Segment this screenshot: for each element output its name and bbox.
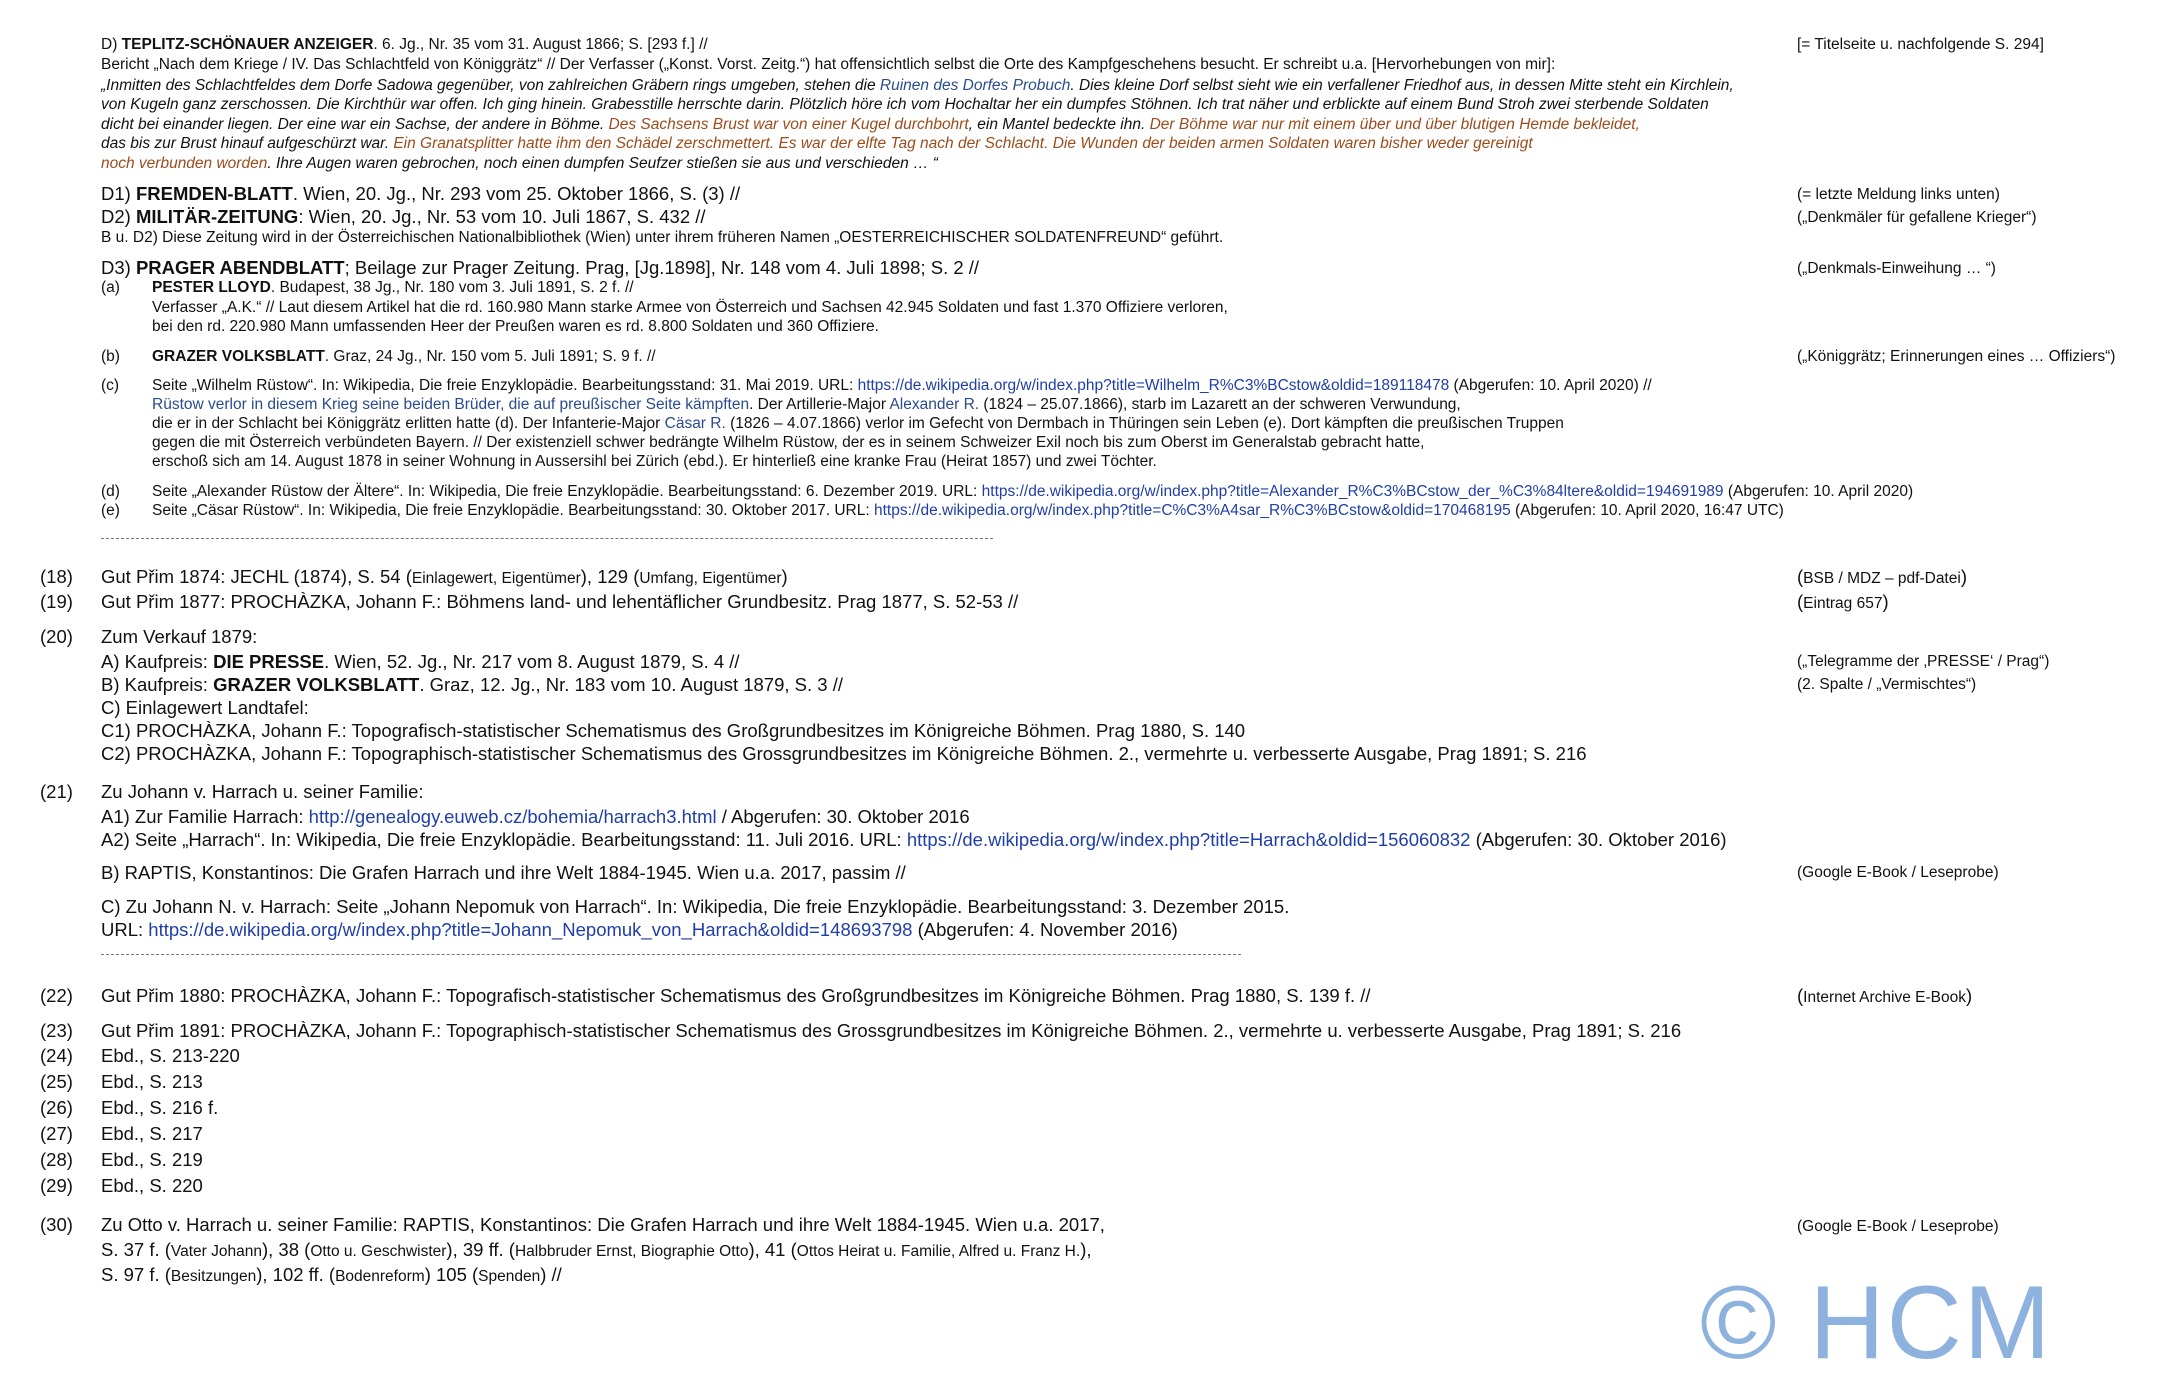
note-21-b: B) RAPTIS, Konstantinos: Die Grafen Harrach und ihre Welt 1884-1945. Wien u.a. 2017, passim //	[101, 862, 906, 883]
note-21-a1: A1) Zur Familie Harrach: http://genealogy.euweb.cz/bohemia/harrach3.html / Abgerufen: 30. Oktober 2016	[101, 806, 970, 827]
note-number: (27)	[40, 1123, 73, 1144]
separator-line	[101, 954, 1241, 955]
note-21-b-source: (Google E-Book / Leseprobe)	[1797, 864, 1999, 881]
note-25: Ebd., S. 213	[101, 1071, 203, 1092]
ref-d1: D1) FREMDEN-BLATT. Wien, 20. Jg., Nr. 293 vom 25. Oktober 1866, S. (3) //	[101, 183, 741, 204]
note-number: (28)	[40, 1149, 73, 1170]
sub-b-note: („Königgrätz; Erinnerungen eines … Offiziers“)	[1797, 348, 2116, 365]
note-22: Gut Přim 1880: PROCHÀZKA, Johann F.: Topografisch-statistischer Schematismus des Großgrundbesitzes im Königreiche Böhmen. Prag 1880, S. 139 f. //	[101, 985, 1371, 1006]
ref-d3-note: („Denkmals-Einweihung … “)	[1797, 260, 1996, 277]
newspaper-title: TEPLITZ-SCHÖNAUER ANZEIGER	[121, 36, 374, 53]
note-19-source: (Eintrag 657)	[1797, 591, 1889, 612]
note-number: (18)	[40, 566, 73, 587]
note-23: Gut Přim 1891: PROCHÀZKA, Johann F.: Topographisch-statistischer Schematismus des Grossgrundbesitzes im Königreiche Böhmen. 2., vermehrte u. verbesserte Ausgabe, Prag 1891; S. 216	[101, 1020, 1682, 1041]
note-20-a: A) Kaufpreis: DIE PRESSE. Wien, 52. Jg., Nr. 217 vom 8. August 1879, S. 4 //	[101, 651, 740, 672]
note-30-line-2: S. 37 f. (Vater Johann), 38 (Otto u. Geschwister), 39 ff. (Halbbruder Ernst, Biographie Otto), 41 (Ottos Heirat u. Familie, Alfred u. Franz H.),	[101, 1239, 1092, 1260]
note-number: (22)	[40, 985, 73, 1006]
ref-d2: D2) MILITÄR-ZEITUNG: Wien, 20. Jg., Nr. 53 vom 10. Juli 1867, S. 432 //	[101, 206, 706, 227]
ref-d-note: [= Titelseite u. nachfolgende S. 294]	[1797, 36, 2044, 53]
quote-line-1: „Inmitten des Schlachtfeldes dem Dorfe Sadowa gegenüber, von zahlreichen Gräbern rings umgeben, stehen die Ruinen des Dorfes Probuch. Dies kleine Dorf selbst sieht wie ein verfallener Friedhof aus, in dessen Mitte steht ein Kirchlein,	[101, 77, 1734, 94]
newspaper-title: GRAZER VOLKSBLATT	[213, 674, 420, 695]
quote-line-3: dicht bei einander liegen. Der eine war ein Sachse, der andere in Böhme. Des Sachsens Brust war von einer Kugel durchbohrt, ein Mantel bedeckte ihn. Der Böhme war nur mit einem über und über blutigen Hemde bekleidet,	[101, 116, 1640, 133]
wikipedia-link[interactable]: https://de.wikipedia.org/w/index.php?title=C%C3%A4sar_R%C3%BCstow&oldid=170468195	[873, 502, 1511, 519]
sub-label-c: (c)	[101, 377, 120, 394]
wikipedia-link[interactable]: https://de.wikipedia.org/w/index.php?title=Johann_Nepomuk_von_Harrach&oldid=148693798	[148, 919, 913, 940]
note-18-source: (BSB / MDZ – pdf-Datei)	[1797, 566, 1967, 587]
highlight-blue: Alexander R.	[889, 396, 980, 413]
sub-c-line-4: gegen die mit Österreich verbündeten Bayern. // Der existenziell schwer bedrängte Wilhelm Rüstow, der es in seinem Schweizer Exil noch bis zum Oberst im Generalstab gebracht hatte,	[152, 434, 1425, 451]
quote-line-4: das bis zur Brust hinauf aufgeschürzt war. Ein Granatsplitter hatte ihm den Schädel zerschmettert. Es war der elfte Tag nach der Schlacht. Die Wunden der beiden armen Soldaten waren bisher weder gereinigt	[101, 135, 1533, 152]
note-21-c2: URL: https://de.wikipedia.org/w/index.php?title=Johann_Nepomuk_von_Harrach&oldid=148693798 (Abgerufen: 4. November 2016)	[101, 919, 1178, 940]
highlight-blue: Ruinen des Dorfes Probuch	[879, 77, 1071, 94]
note-number: (29)	[40, 1175, 73, 1196]
note-number: (19)	[40, 591, 73, 612]
ref-d-title	[101, 36, 708, 54]
note-number: (21)	[40, 781, 73, 802]
genealogy-link[interactable]: http://genealogy.euweb.cz/bohemia/harrach3.html	[308, 806, 717, 827]
quote-line-5: noch verbunden worden. Ihre Augen waren gebrochen, noch einen dumpfen Seufzer stießen sie aus und verschieden … “	[101, 155, 938, 172]
highlight-brown: noch verbunden worden	[101, 155, 268, 172]
sub-label-d: (d)	[101, 483, 120, 500]
note-number: (20)	[40, 626, 73, 647]
sub-a-line-2: Verfasser „A.K.“ // Laut diesem Artikel hat die rd. 160.980 Mann starke Armee von Österreich und Sachsen 42.945 Soldaten und fast 1.370 Offiziere verloren,	[152, 299, 1228, 316]
sub-c-line-2: Rüstow verlor in diesem Krieg seine beiden Brüder, die auf preußischer Seite kämpften. Der Artillerie-Major Alexander R. (1824 – 25.07.1866), starb im Lazarett an der schweren Verwundung,	[152, 396, 1461, 413]
note-20-b-source: (2. Spalte / „Vermischtes“)	[1797, 676, 1977, 693]
note-21-head: Zu Johann v. Harrach u. seiner Familie:	[101, 781, 424, 802]
highlight-brown: Ein Granatsplitter hatte ihm den Schädel zerschmettert. Es war der elfte Tag nach der Schlacht. Die Wunden der beiden armen Soldaten waren bisher weder gereinigt	[393, 135, 1533, 152]
sub-c-line-1: Seite „Wilhelm Rüstow“. In: Wikipedia, Die freie Enzyklopädie. Bearbeitungsstand: 31. Mai 2019. URL: https://de.wikipedia.org/w/index.php?title=Wilhelm_R%C3%BCstow&oldid=189118478 (Abgerufen: 10. April 2020) //	[152, 377, 1652, 394]
note-22-source: (Internet Archive E-Book)	[1797, 985, 1973, 1006]
ref-d3: D3) PRAGER ABENDBLATT; Beilage zur Prager Zeitung. Prag, [Jg.1898], Nr. 148 vom 4. Juli 1898; S. 2 //	[101, 257, 980, 278]
note-20-c1: C1) PROCHÀZKA, Johann F.: Topografisch-statistischer Schematismus des Großgrundbesitzes im Königreiche Böhmen. Prag 1880, S. 140	[101, 720, 1246, 741]
note-number: (26)	[40, 1097, 73, 1118]
highlight-brown: Des Sachsens Brust war von einer Kugel durchbohrt	[608, 116, 969, 133]
note-20-b: B) Kaufpreis: GRAZER VOLKSBLATT. Graz, 12. Jg., Nr. 183 vom 10. August 1879, S. 3 //	[101, 674, 843, 695]
sub-a-line-1: PESTER LLOYD. Budapest, 38 Jg., Nr. 180 vom 3. Juli 1891, S. 2 f. //	[152, 279, 634, 296]
sub-label-b: (b)	[101, 348, 120, 365]
newspaper-title: DIE PRESSE	[213, 651, 325, 672]
note-19: Gut Přim 1877: PROCHÀZKA, Johann F.: Böhmens land- und lehentäflicher Grundbesitz. Prag 1877, S. 52-53 //	[101, 591, 1019, 612]
highlight-blue: Cäsar R.	[664, 415, 726, 432]
ref-d2-remark: B u. D2) Diese Zeitung wird in der Österreichischen Nationalbibliothek (Wien) unter ihrem früheren Namen „OESTERREICHISCHER SOLDATENFREUND“ geführt.	[101, 229, 1224, 246]
sub-b-line: GRAZER VOLKSBLATT. Graz, 24 Jg., Nr. 150 vom 5. Juli 1891; S. 9 f. //	[152, 348, 656, 365]
copyright-watermark: © HCM	[1700, 1265, 2053, 1381]
note-number: (25)	[40, 1071, 73, 1092]
note-30-line-3: S. 97 f. (Besitzungen), 102 ff. (Bodenreform) 105 (Spenden) //	[101, 1264, 562, 1285]
newspaper-title: MILITÄR-ZEITUNG	[135, 206, 299, 227]
quote-line-2: von Kugeln ganz zerschossen. Die Kirchthür war offen. Ich ging hinein. Grabesstille herrschte darin. Plötzlich höre ich vom Hochaltar her ein dumpfes Stöhnen. Ich trat näher und erblickte auf einem Bund Stroh zwei sterbende Soldaten	[101, 96, 1709, 113]
note-24: Ebd., S. 213-220	[101, 1045, 240, 1066]
sub-c-line-5: erschoß sich am 14. August 1878 in seiner Wohnung in Aussersihl bei Zürich (ebd.). Er hinterließ eine kranke Frau (Heirat 1857) und zwei Töchter.	[152, 453, 1157, 470]
citation-text: . 6. Jg., Nr. 35 vom 31. August 1866; S. [293 f.] //	[373, 36, 708, 53]
ref-d2-note: („Denkmäler für gefallene Krieger“)	[1797, 209, 2037, 226]
note-28: Ebd., S. 219	[101, 1149, 203, 1170]
note-21-a2: A2) Seite „Harrach“. In: Wikipedia, Die freie Enzyklopädie. Bearbeitungsstand: 11. Juli 2016. URL: https://de.wikipedia.org/w/index.php?title=Harrach&oldid=156060832 (Abgerufen: 30. Oktober 2016)	[101, 829, 1727, 850]
wikipedia-link[interactable]: https://de.wikipedia.org/w/index.php?title=Wilhelm_R%C3%BCstow&oldid=189118478	[857, 377, 1450, 394]
note-20-c: C) Einlagewert Landtafel:	[101, 697, 309, 718]
note-26: Ebd., S. 216 f.	[101, 1097, 219, 1118]
highlight-blue: Rüstow verlor in diesem Krieg seine beiden Brüder, die auf preußischer Seite kämpften	[152, 396, 750, 413]
newspaper-title: PRAGER ABENDBLATT	[135, 257, 345, 278]
note-number: (24)	[40, 1045, 73, 1066]
note-20-head: Zum Verkauf 1879:	[101, 626, 258, 647]
sub-c-line-3: die er in der Schlacht bei Königgrätz erlitten hatte (d). Der Infanterie-Major Cäsar R. (1826 – 4.07.1866) verlor im Gefecht von Dermbach in Thüringen sein Leben (e). Dort kämpften die preußischen Truppen	[152, 415, 1564, 432]
note-18: Gut Přim 1874: JECHL (1874), S. 54 (Einlagewert, Eigentümer), 129 (Umfang, Eigentümer)	[101, 566, 788, 587]
note-27: Ebd., S. 217	[101, 1123, 203, 1144]
highlight-brown: Der Böhme war nur mit einem über und über blutigen Hemde bekleidet,	[1149, 116, 1640, 133]
ref-label: D)	[101, 36, 122, 53]
wikipedia-link[interactable]: https://de.wikipedia.org/w/index.php?title=Alexander_R%C3%BCstow_der_%C3%84ltere&oldid=194691989	[981, 483, 1724, 500]
sub-d-line: Seite „Alexander Rüstow der Ältere“. In: Wikipedia, Die freie Enzyklopädie. Bearbeitungsstand: 6. Dezember 2019. URL: https://de.wikipedia.org/w/index.php?title=Alexander_R%C3%BCstow_der_%C3%84ltere&oldid=194691989 (Abgerufen: 10. April 2020)	[152, 483, 1914, 500]
note-29: Ebd., S. 220	[101, 1175, 203, 1196]
newspaper-title: PESTER LLOYD	[152, 279, 271, 296]
note-number: (30)	[40, 1214, 73, 1235]
sub-a-line-3: bei den rd. 220.980 Mann umfassenden Heer der Preußen waren es rd. 8.800 Soldaten und 360 Offiziere.	[152, 318, 879, 335]
sub-label-a: (a)	[101, 279, 120, 296]
note-30-source: (Google E-Book / Leseprobe)	[1797, 1218, 1999, 1235]
newspaper-title: FREMDEN-BLATT	[135, 183, 293, 204]
note-30-line-1: Zu Otto v. Harrach u. seiner Familie: RAPTIS, Konstantinos: Die Grafen Harrach und ihre Welt 1884-1945. Wien u.a. 2017,	[101, 1214, 1105, 1235]
ref-d1-note: (= letzte Meldung links unten)	[1797, 186, 2000, 203]
ref-d-report: Bericht „Nach dem Kriege / IV. Das Schlachtfeld von Königgrätz“ // Der Verfasser („Konst. Vorst. Zeitg.“) hat offensichtlich selbst die Orte des Kampfgeschehens besucht. Er schreibt u.a. [Hervorhebungen von mir]:	[101, 56, 1556, 73]
sub-e-line: Seite „Cäsar Rüstow“. In: Wikipedia, Die freie Enzyklopädie. Bearbeitungsstand: 30. Oktober 2017. URL: https://de.wikipedia.org/w/index.php?title=C%C3%A4sar_R%C3%BCstow&oldid=170468195 (Abgerufen: 10. April 2020, 16:47 UTC)	[152, 502, 1784, 519]
note-21-c1: C) Zu Johann N. v. Harrach: Seite „Johann Nepomuk von Harrach“. In: Wikipedia, Die freie Enzyklopädie. Bearbeitungsstand: 3. Dezember 2015.	[101, 896, 1290, 917]
note-number: (23)	[40, 1020, 73, 1041]
wikipedia-link[interactable]: https://de.wikipedia.org/w/index.php?title=Harrach&oldid=156060832	[906, 829, 1471, 850]
note-20-a-source: („Telegramme der ‚PRESSE‘ / Prag“)	[1797, 653, 2050, 670]
note-20-c2: C2) PROCHÀZKA, Johann F.: Topographisch-statistischer Schematismus des Grossgrundbesitzes im Königreiche Böhmen. 2., vermehrte u. verbesserte Ausgabe, Prag 1891; S. 216	[101, 743, 1587, 764]
sub-label-e: (e)	[101, 502, 120, 519]
newspaper-title: GRAZER VOLKSBLATT	[152, 348, 325, 365]
separator-line	[101, 538, 993, 539]
